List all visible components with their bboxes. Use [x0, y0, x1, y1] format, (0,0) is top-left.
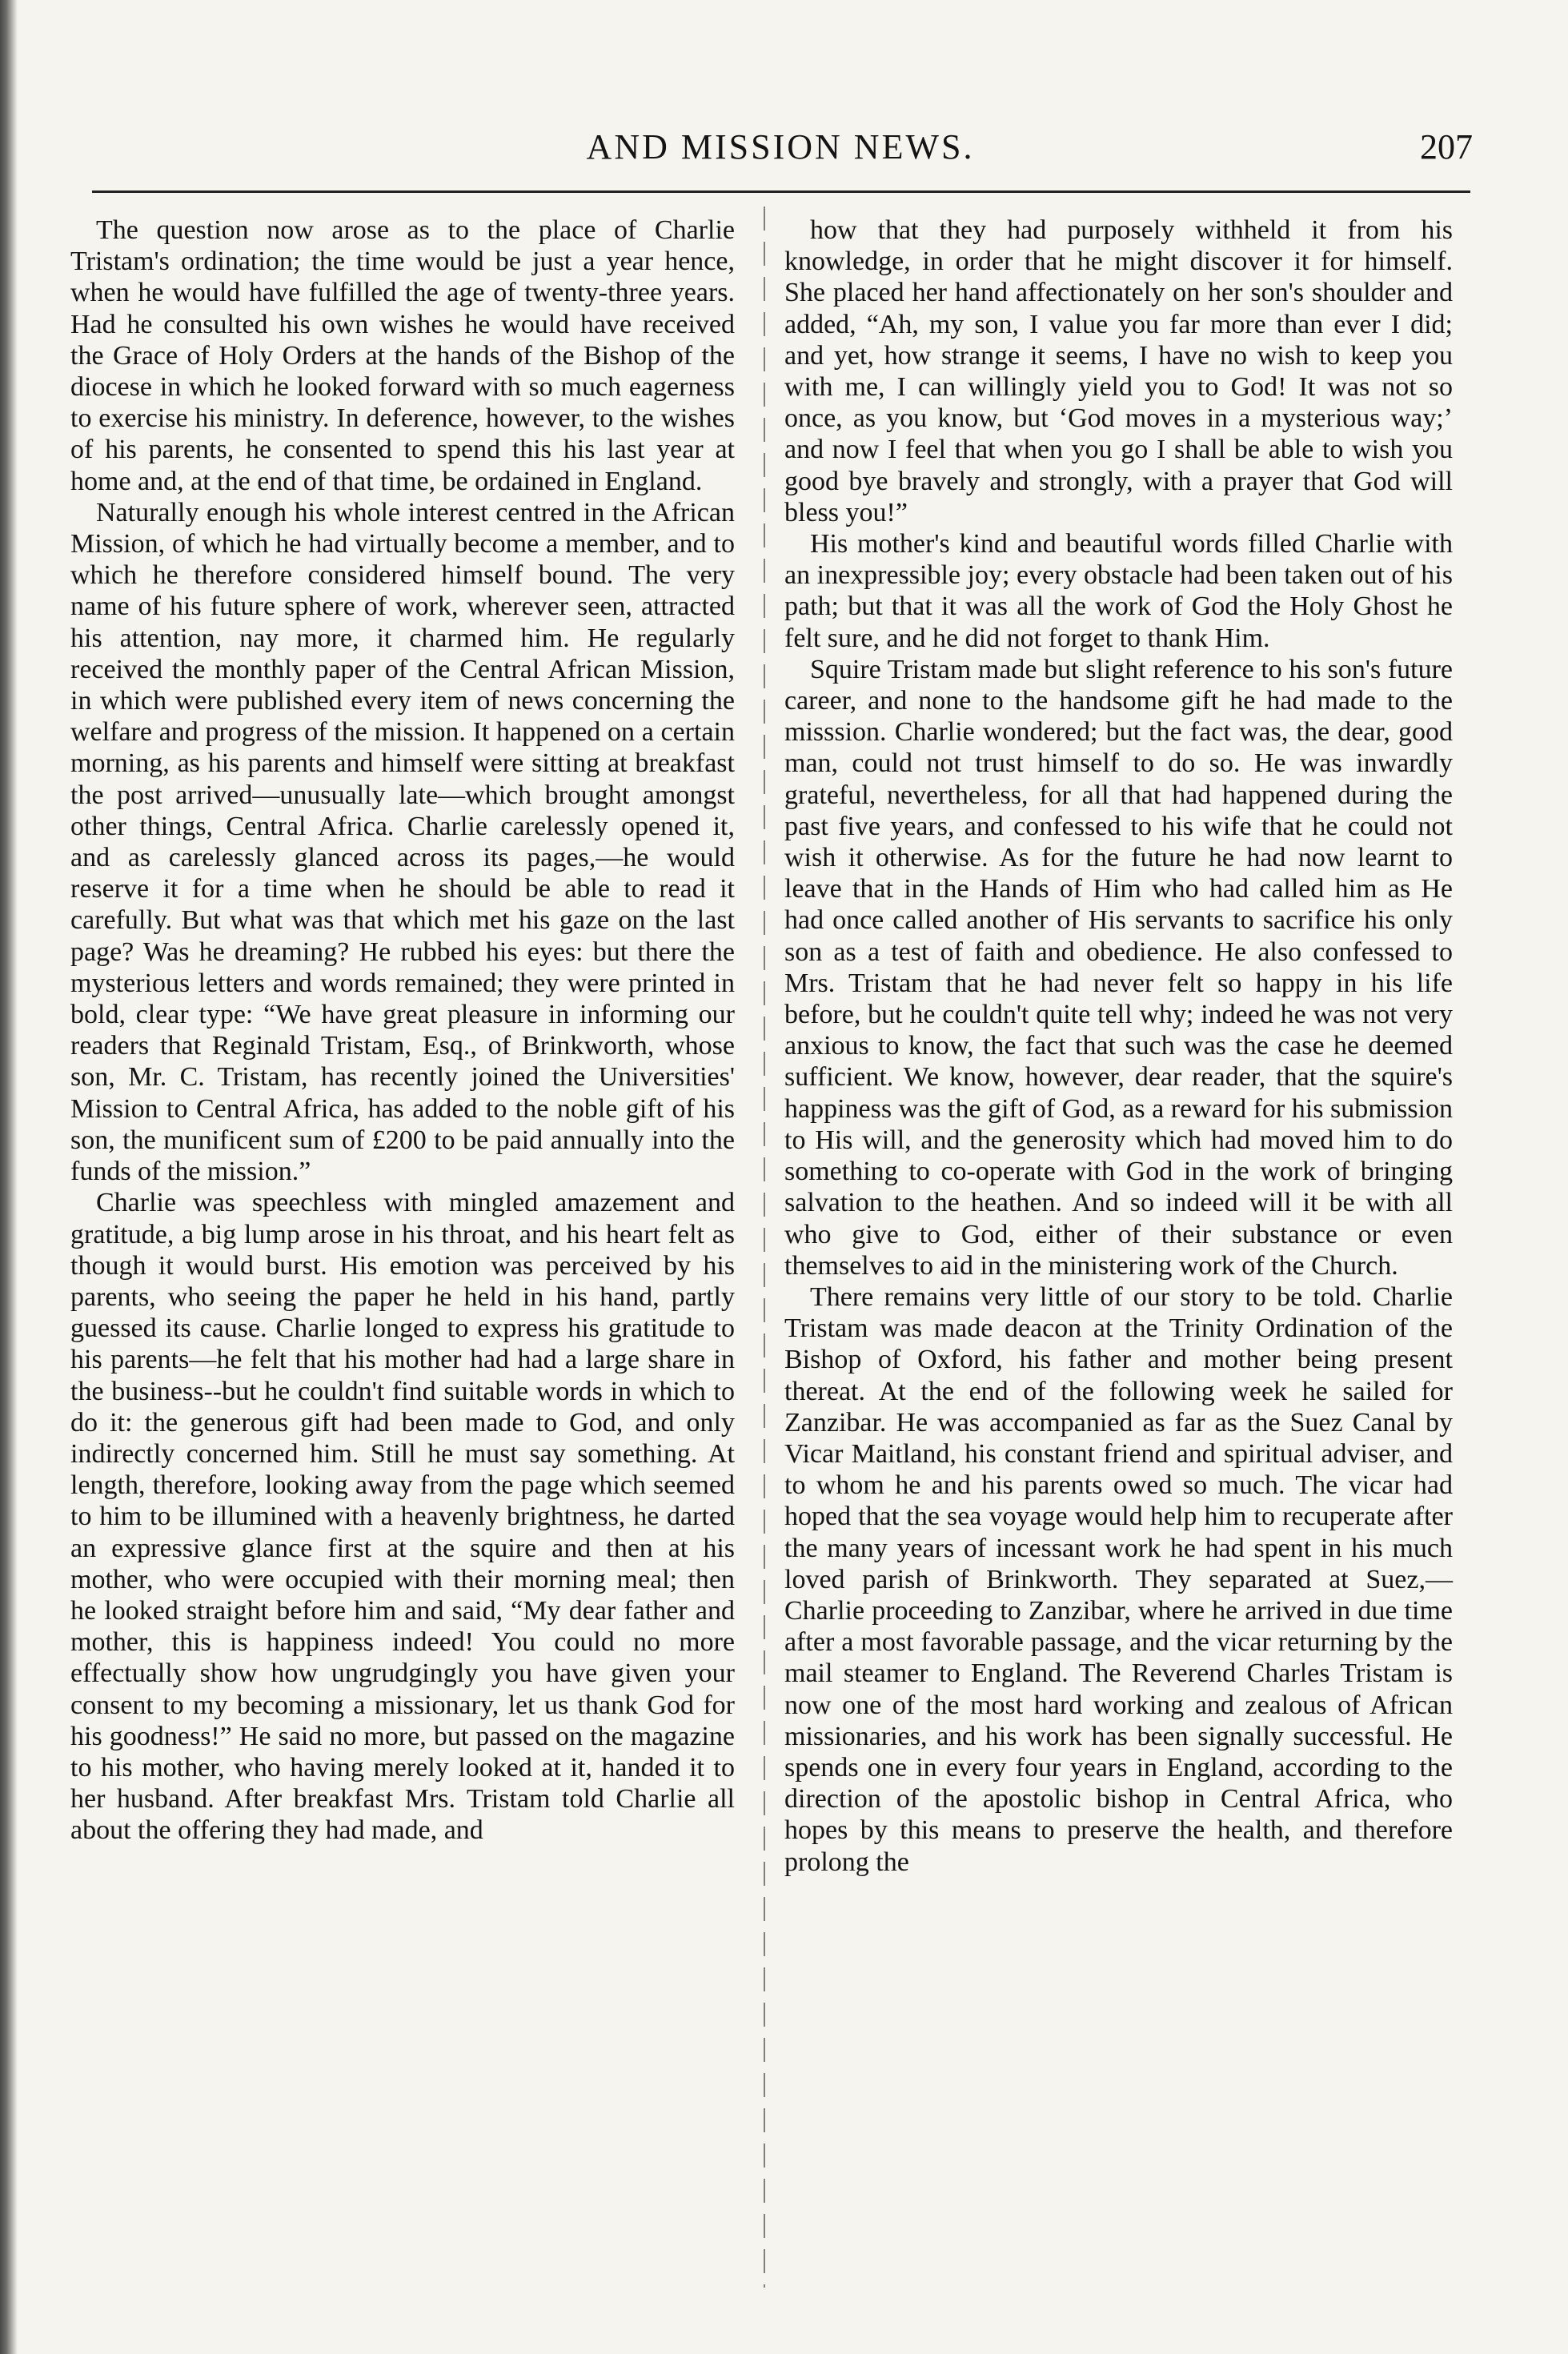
paragraph: Squire Tristam made but slight reference to his son's future career, and none to the handsome gift he had made to the misssion. Charlie wondered; but the fact was, the dear, good man, could not trust himself to do so. He was inwardly grateful, nevertheless, for all that had happened during the past five years, and confessed to his wife that he could not wish it otherwise. As for the future he had now learnt to leave that in the Hands of Him who had called him as He had once called another of His servants to sacrifice his only son as a test of faith and obedience. He also confessed to Mrs. Tristam that he had never felt so happy in his life before, but he couldn't quite tell why; indeed he was not very anxious to know, the fact that such was the case he deemed sufficient. We know, however, dear reader, that the squire's happiness was the gift of God, as a reward for his submission to His will, and the generosity which had moved him to do something to co-operate with God in the work of bringing salvation to the heathen. And so indeed will it be with all who give to God, either of their substance or even themselves to aid in the ministering work of the Church. [784, 654, 1453, 1281]
binding-edge-shadow [0, 0, 18, 2354]
paragraph: Charlie was speechless with mingled amazement and gratitude, a big lump arose in his throat, and his heart felt as though it would burst. His emotion was perceived by his parents, who seeing the paper he held in his hand, partly guessed its cause. Charlie longed to express his gratitude to his parents—he felt that his mother had had a large share in the business--but he couldn't find suitable words in which to do it: the generous gift had been made to God, and only indirectly concerned him. Still he must say something. At length, therefore, looking away from the page which seemed to him to be illumined with a heavenly brightness, he darted an expressive glance first at the squire and then at his mother, who were occupied with their morning meal; then he looked straight before him and said, “My dear father and mother, this is happiness indeed! You could no more effectually show how ungrudgingly you have given your consent to my becoming a missionary, let us thank God for his goodness!” He said no more, but passed on the magazine to his mother, who having merely looked at it, handed it to her husband. After breakfast Mrs. Tristam told Charlie all about the offering they had made, and [70, 1188, 735, 1846]
paragraph: Naturally enough his whole interest centred in the African Mission, of which he had virtually become a member, and to which he therefore considered himself bound. The very name of his future sphere of work, wherever seen, attracted his attention, nay more, it charmed him. He regularly received the monthly paper of the Central African Mission, in which were published every item of news concerning the welfare and progress of the mission. It happened on a certain morning, as his parents and himself were sitting at breakfast the post arrived—unusually late—which brought amongst other things, Central Africa. Charlie carelessly opened it, and as carelessly glanced across its pages,—he would reserve it for a time when he should be able to read it carefully. But what was that which met his gaze on the last page? Was he dreaming? He rubbed his eyes: but there the mysterious letters and words remained; they were printed in bold, clear type: “We have great pleasure in informing our readers that Reginald Tristam, Esq., of Brinkworth, whose son, Mr. C. Tristam, has recently joined the Universities' Mission to Central Africa, has added to the noble gift of his son, the munificent sum of £200 to be paid annually into the funds of the mission.” [70, 497, 735, 1187]
paragraph: There remains very little of our story to be told. Charlie Tristam was made deacon at the Trinity Ordination of the Bishop of Oxford, his father and mother being present thereat. At the end of the following week he sailed for Zanzibar. He was accompanied as far as the Suez Canal by Vicar Maitland, his constant friend and spiritual adviser, and to whom he and his parents owed so much. The vicar had hoped that the sea voyage would help him to recuperate after the many years of incessant work he had spent in his much loved parish of Brinkworth. They separated at Suez,—Charlie proceeding to Zanzibar, where he arrived in due time after a most favorable passage, and the vicar returning by the mail steamer to England. The Reverend Charles Tristam is now one of the most hard working and zealous of African missionaries, and his work has been signally successful. He spends one in every four years in England, according to the direction of the apostolic bishop in Central Africa, who hopes by this means to preserve the health, and therefore prolong the [784, 1281, 1453, 1877]
paragraph: how that they had purposely withheld it from his knowledge, in order that he might discover it for himself. She placed her hand affectionately on her son's shoulder and added, “Ah, my son, I value you far more than ever I did; and yet, how strange it seems, I have no wish to keep you with me, I can willingly yield you to God! It was not so once, as you know, but ‘God moves in a mysterious way;’ and now I feel that when you go I shall be able to wish you good bye bravely and strongly, with a prayer that God will bless you!” [784, 215, 1453, 527]
paragraph: The question now arose as to the place of Charlie Tristam's ordination; the time would be just a year hence, when he would have fulfilled the age of twenty-three years. Had he consulted his own wishes he would have received the Grace of Holy Orders at the hands of the Bishop of the diocese in which he looked forward with so much eagerness to exercise his ministry. In deference, however, to the wishes of his parents, he consented to spend this his last year at home and, at the end of that time, be ordained in England. [70, 215, 735, 496]
header-rule [92, 190, 1470, 193]
running-head: AND MISSION NEWS. [586, 127, 975, 166]
paragraph: His mother's kind and beautiful words filled Charlie with an inexpressible joy; every obstacle had been taken out of his path; but that it was all the work of God the Holy Ghost he felt sure, and he did not forget to thank Him. [784, 529, 1453, 653]
page-number: 207 [1420, 127, 1473, 166]
column-divider [764, 207, 765, 2288]
left-column [70, 215, 735, 1847]
page-header [88, 126, 1473, 174]
right-column [784, 215, 1453, 1878]
